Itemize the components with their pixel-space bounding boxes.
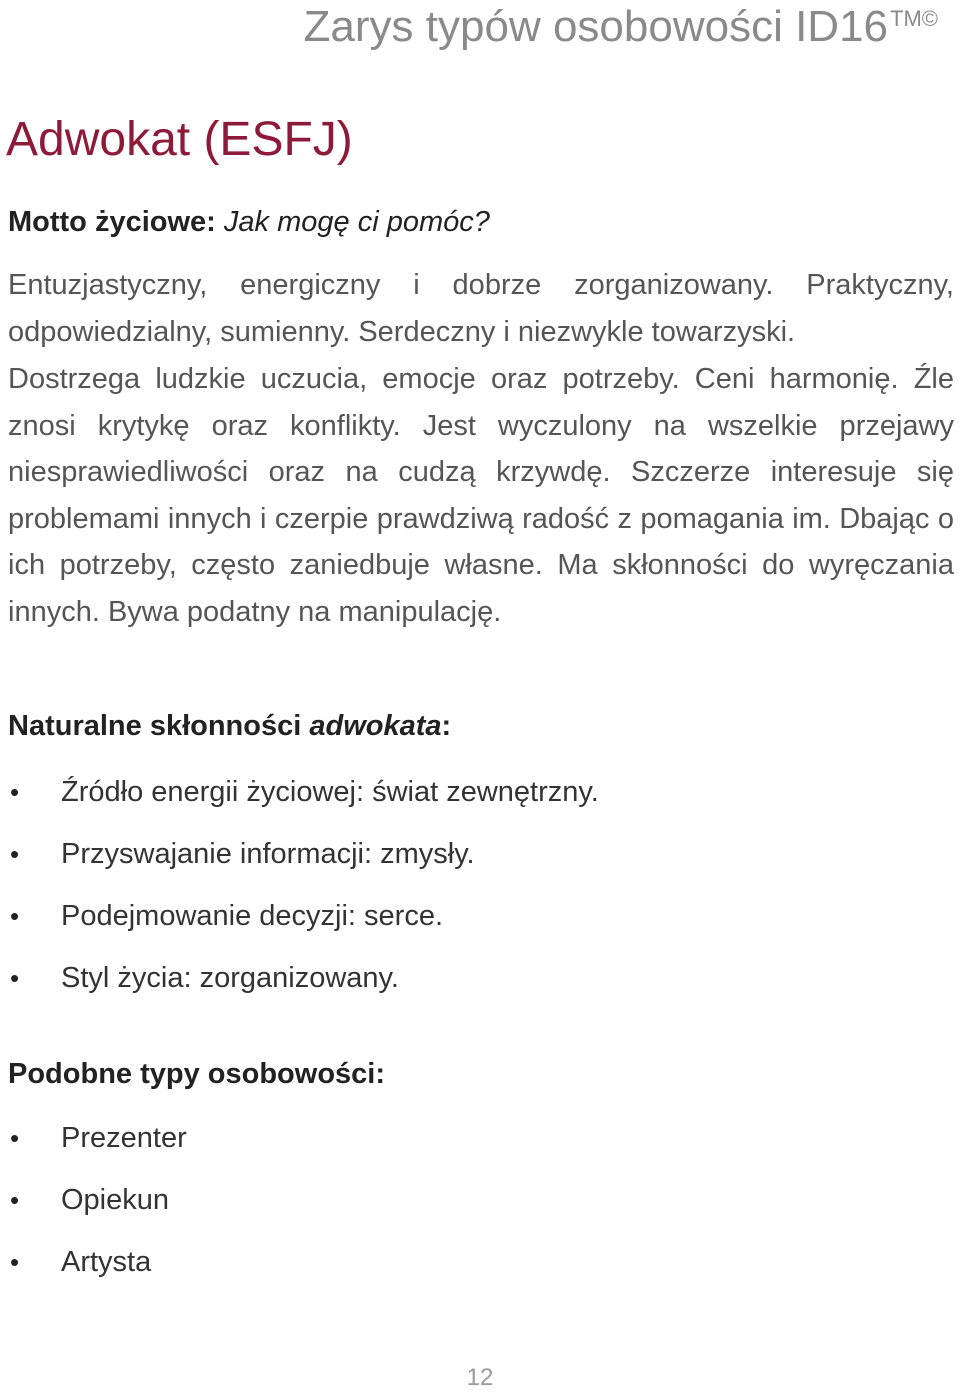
similar-types-heading: Podobne typy osobowości: bbox=[8, 1058, 386, 1090]
tendencies-heading-emphasis: adwokata bbox=[309, 710, 442, 742]
bullet-icon: • bbox=[10, 1247, 20, 1277]
bullet-icon: • bbox=[10, 1123, 20, 1153]
trademark-mark: TM© bbox=[890, 6, 938, 31]
bullet-icon: • bbox=[10, 777, 20, 807]
description-paragraph-1: Entuzjastyczny, energiczny i dobrze zorganizowany. Praktyczny, odpowiedzialny, sumienny. Serdeczny i niezwykle towarzyski. bbox=[8, 269, 954, 348]
bullet-icon: • bbox=[10, 901, 20, 931]
list-item-text: Opiekun bbox=[61, 1184, 170, 1216]
list-item-text: Przyswajanie informacji: zmysły. bbox=[61, 838, 475, 870]
bullet-icon: • bbox=[10, 1185, 20, 1215]
list-item-text: Źródło energii życiowej: świat zewnętrzny. bbox=[61, 776, 599, 808]
list-item-text: Prezenter bbox=[61, 1122, 187, 1154]
page-number: 12 bbox=[466, 1364, 494, 1391]
bullet-icon: • bbox=[10, 963, 20, 993]
bullet-icon: • bbox=[10, 839, 20, 869]
tendencies-heading-prefix: Naturalne skłonności bbox=[8, 710, 310, 742]
tendencies-heading-suffix: : bbox=[441, 710, 452, 742]
tendencies-heading bbox=[8, 710, 451, 743]
document-header bbox=[304, 2, 938, 52]
header-title: Zarys typów osobowości ID16 bbox=[303, 2, 889, 51]
motto-label: Motto życiowe: bbox=[8, 206, 216, 238]
motto bbox=[8, 206, 490, 239]
list-item-text: Styl życia: zorganizowany. bbox=[61, 962, 399, 994]
motto-text: Jak mogę ci pomóc? bbox=[223, 206, 490, 238]
list-item-text: Podejmowanie decyzji: serce. bbox=[61, 900, 444, 932]
list-item-text: Artysta bbox=[61, 1246, 152, 1278]
page-title: Adwokat (ESFJ) bbox=[6, 113, 353, 166]
description-paragraph-2: Dostrzega ludzkie uczucia, emocje oraz potrzeby. Ceni harmonię. Źle znosi krytykę oraz konflikty. Jest wyczulony na wszelkie przejawy niesprawiedliwości oraz na cudzą krzywdę. Szczerze interesuje się problemami innych i czerpie prawdziwą radość z pomagania im. Dbając o ich potrzeby, często zaniedbuje własne. Ma skłonności do wyręczania innych. Bywa podatny na manipulację. bbox=[8, 363, 954, 628]
